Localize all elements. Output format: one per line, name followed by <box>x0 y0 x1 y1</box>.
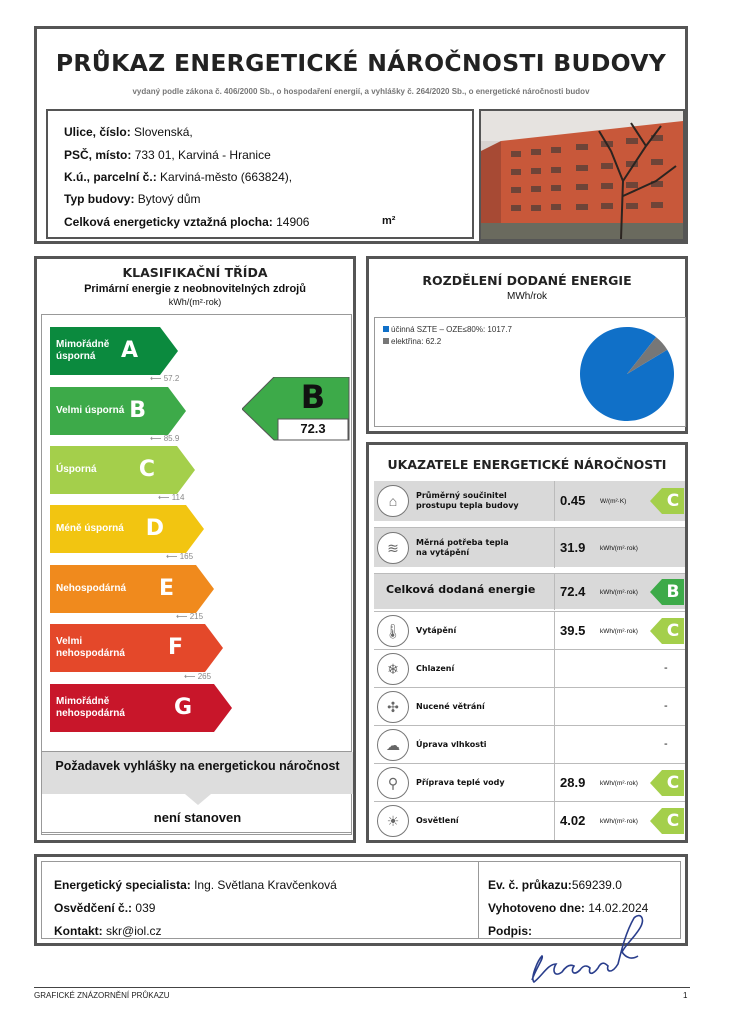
result-indicator <box>242 377 350 441</box>
requirement-box <box>41 751 352 833</box>
area-value: 14906 <box>276 215 310 229</box>
indicator-humidity-name: Úprava vlhkosti <box>416 740 487 749</box>
band-b-letter: B <box>129 398 146 423</box>
band-c-letter: C <box>138 457 155 482</box>
indicator-ventilation <box>374 687 685 725</box>
indicator-total-class: B <box>650 579 684 605</box>
indicator-heat-name1: Měrná potřeba tepla <box>416 538 509 547</box>
indicator-ventilation-dash: - <box>664 700 668 712</box>
contact-label: Kontakt: <box>54 924 103 938</box>
signature <box>522 908 652 988</box>
threshold-b: ⟵ 85.9 <box>150 434 180 443</box>
legend-szte: účinná SZTE – OZE≤80%: 1017.7 <box>383 325 512 334</box>
psc-value: 733 01, Karviná - Hranice <box>134 148 271 162</box>
distribution-panel <box>366 256 688 434</box>
indicator-u-value <box>374 481 685 521</box>
threshold-a: ⟵ 57.2 <box>150 374 180 383</box>
indicator-u-name1: Průměrný součinitel <box>416 491 507 500</box>
result-value: 72.3 <box>300 421 326 436</box>
indicator-lighting-name: Osvětlení <box>416 816 459 825</box>
band-a-label: Mimořádně úsporná <box>56 339 110 362</box>
specialist-label: Energetický specialista: <box>54 878 191 892</box>
heat-wave-icon: ≋ <box>377 532 409 564</box>
threshold-c: ⟵ 114 <box>158 493 185 502</box>
band-f <box>50 624 205 672</box>
indicator-total <box>374 573 685 609</box>
ev-value: 569239.0 <box>571 878 622 892</box>
requirement-arrow <box>185 794 211 805</box>
address-box <box>46 109 474 239</box>
indicators-panel <box>366 442 688 843</box>
indicator-hot-water-name: Příprava teplé vody <box>416 778 505 787</box>
indicator-cooling-dash: - <box>664 662 668 674</box>
classification-subtitle: Primární energie z neobnovitelných zdrojů <box>84 283 306 295</box>
bottom-rule <box>34 987 690 988</box>
distribution-unit: MWh/rok <box>507 291 547 302</box>
band-d-letter: D <box>145 516 164 541</box>
threshold-e: ⟵ 215 <box>176 612 204 621</box>
indicators-title: UKAZATELE ENERGETICKÉ NÁROČNOSTI <box>387 457 667 472</box>
indicator-lighting-class: C <box>650 808 684 834</box>
humidity-icon: ☁ <box>377 729 409 761</box>
result-letter: B <box>300 378 326 416</box>
fan-icon: ✣ <box>377 691 409 723</box>
requirement-title: Požadavek vyhlášky na energetickou náročnost <box>42 752 353 794</box>
indicator-heating-name: Vytápění <box>416 626 457 635</box>
indicator-u-unit: W/(m²·K) <box>600 498 627 505</box>
house-icon: ⌂ <box>377 485 409 517</box>
date-value: 14.02.2024 <box>588 901 649 915</box>
page-subtitle: vydaný podle zákona č. 406/2000 Sb., o hospodaření energií, a vyhlášky č. 264/2020 Sb., o energetické náročnosti budov <box>132 87 590 96</box>
indicator-humidity-dash: - <box>664 738 668 750</box>
band-c <box>50 446 177 494</box>
indicator-cooling <box>374 649 685 687</box>
indicator-ventilation-name: Nucené větrání <box>416 702 485 711</box>
band-e <box>50 565 196 613</box>
band-b-label: Velmi úsporná <box>56 405 125 416</box>
indicator-humidity <box>374 725 685 763</box>
indicator-u-name2: prostupu tepla budovy <box>416 501 519 510</box>
indicator-total-name: Celková dodaná energie <box>386 583 536 596</box>
cert-label: Osvědčení č.: <box>54 901 133 915</box>
indicator-hot-water-unit: kWh/(m²·rok) <box>600 780 638 787</box>
indicator-lighting <box>374 801 685 839</box>
psc-label: PSČ, místo: <box>64 148 132 162</box>
indicator-total-unit: kWh/(m²·rok) <box>600 589 638 596</box>
band-a-letter: A <box>120 338 138 363</box>
type-value: Bytový dům <box>137 192 201 206</box>
indicator-heating-val: 39.5 <box>560 623 586 638</box>
specialist-value: Ing. Světlana Kravčenková <box>194 878 337 892</box>
indicator-u-class: C <box>650 488 684 514</box>
ku-label: K.ú., parcelní č.: <box>64 170 157 184</box>
header-panel <box>34 26 688 244</box>
band-e-label: Nehospodárná <box>56 583 127 594</box>
date-label: Vyhotoveno dne: <box>488 901 585 915</box>
indicator-hot-water-class: C <box>650 770 684 796</box>
thermometer-plus-icon: 🌡 <box>377 615 409 647</box>
indicator-heat-val: 31.9 <box>560 540 586 555</box>
contact-value: skr@iol.cz <box>106 924 162 938</box>
classification-panel <box>34 256 356 843</box>
indicator-lighting-val: 4.02 <box>560 813 586 828</box>
thermometer-minus-icon: ❄ <box>377 653 409 685</box>
band-f-letter: F <box>167 635 183 660</box>
ev-label: Ev. č. průkazu: <box>488 878 572 892</box>
ku-value: Karviná-město (663824), <box>160 170 293 184</box>
page-title: PRŮKAZ ENERGETICKÉ NÁROČNOSTI BUDOVY <box>55 49 667 77</box>
page-number: 1 <box>683 991 688 1000</box>
band-f-label: Velmi nehospodárná <box>56 636 125 659</box>
pie-chart <box>575 324 679 424</box>
sign-label: Podpis: <box>488 924 532 938</box>
classification-title: KLASIFIKAČNÍ TŘÍDA <box>122 265 268 280</box>
indicator-heat-name2: na vytápění <box>416 548 470 557</box>
classification-unit: kWh/(m²·rok) <box>168 297 222 307</box>
requirement-value: není stanoven <box>153 810 242 825</box>
band-g-label: Mimořádně nehospodárná <box>56 696 125 719</box>
footer-caption: GRAFICKÉ ZNÁZORNĚNÍ PRŮKAZU <box>34 991 170 1000</box>
indicator-heating-class: C <box>650 618 684 644</box>
distribution-title: ROZDĚLENÍ DODANÉ ENERGIE <box>422 273 632 288</box>
indicator-heating-unit: kWh/(m²·rok) <box>600 628 638 635</box>
indicator-total-val: 72.4 <box>560 584 586 599</box>
bulb-icon: ☀ <box>377 805 409 837</box>
indicator-u-val: 0.45 <box>560 493 586 508</box>
distribution-chart <box>374 317 686 427</box>
indicator-hot-water <box>374 763 685 801</box>
type-label: Typ budovy: <box>64 192 135 206</box>
band-d-label: Méně úsporná <box>56 523 124 534</box>
indicator-cooling-name: Chlazení <box>416 664 455 673</box>
band-g-letter: G <box>173 695 192 720</box>
indicator-heat-demand <box>374 527 685 567</box>
indicator-lighting-unit: kWh/(m²·rok) <box>600 818 638 825</box>
band-e-letter: E <box>158 576 174 601</box>
area-label: Celková energeticky vztažná plocha: <box>64 215 273 229</box>
band-c-label: Úsporná <box>56 464 97 475</box>
area-unit: m² <box>382 215 396 227</box>
threshold-f: ⟵ 265 <box>184 672 212 681</box>
faucet-icon: ⚲ <box>377 767 409 799</box>
indicator-heat-unit: kWh/(m²·rok) <box>600 545 638 552</box>
band-a <box>50 327 160 375</box>
cert-value: 039 <box>135 901 156 915</box>
building-photo <box>479 109 685 241</box>
band-d <box>50 505 186 553</box>
street-label: Ulice, číslo: <box>64 125 131 139</box>
street-value: Slovenská, <box>134 125 193 139</box>
band-g <box>50 684 214 732</box>
indicator-hot-water-val: 28.9 <box>560 775 586 790</box>
band-b <box>50 387 168 435</box>
threshold-d: ⟵ 165 <box>166 552 194 561</box>
legend-elektrina: elektřina: 62.2 <box>383 337 441 346</box>
indicator-heating <box>374 611 685 649</box>
